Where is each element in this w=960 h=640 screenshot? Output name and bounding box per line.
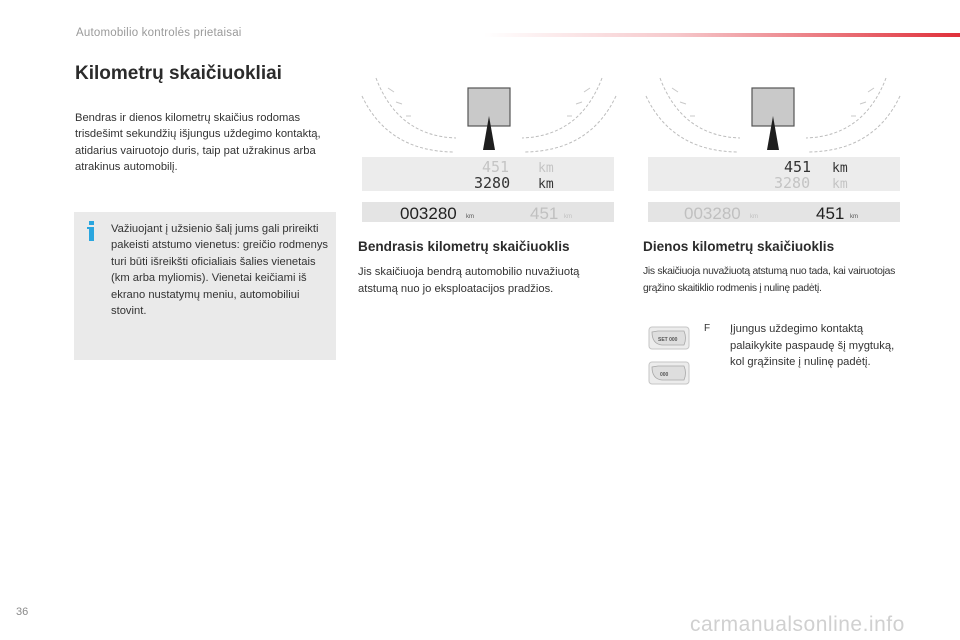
header-rule xyxy=(484,33,960,37)
trip-unit: km xyxy=(832,161,848,176)
odometer-strip-total xyxy=(362,202,614,222)
header-title: Automobilio kontrolės prietaisai xyxy=(76,27,242,39)
total-unit: km xyxy=(832,177,848,191)
info-icon xyxy=(86,221,98,241)
trip-reading: 451 xyxy=(482,158,510,176)
reset-button-image xyxy=(648,361,690,385)
total-unit: km xyxy=(538,177,554,191)
strip-total-unit: km xyxy=(750,214,758,220)
daily-odometer-text: Jis skaičiuoja nuvažiuotą atstumą nuo tada, kai vairuotojas grąžino skaitiklio rodmenis į nulinę padėtį. xyxy=(643,266,896,294)
strip-total-value: 003280 xyxy=(400,204,457,222)
set-reset-button-image xyxy=(648,326,690,350)
reset-button-label: 000 xyxy=(660,372,669,378)
info-text: Važiuojant į užsienio šalį jums gali prireikti pakeisti atstumo vienetus: greičio rodmenys turi būti išreikšti oficialiais šalies vienetais (km arba myliomis). Vienetai keičiami iš ekrano nustatymų meniu, automobiliui stovint. xyxy=(111,223,329,318)
instrument-cluster-illustration-total xyxy=(358,66,620,158)
strip-total-unit: km xyxy=(466,214,474,220)
trip-unit: km xyxy=(538,161,554,176)
total-reading: 3280 xyxy=(474,174,511,191)
total-odometer-text: Jis skaičiuoja bendrą automobilio nuvažiuotą atstumą nuo jo eksploatacijos pradžios. xyxy=(358,266,580,295)
reset-instruction: Įjungus uždegimo kontaktą palaikykite paspaudę šį mygtuką, kol grąžinsite į nulinę padėtį. xyxy=(730,323,895,369)
trip-reading: 451 xyxy=(784,158,812,176)
odometer-display-daily xyxy=(648,157,900,191)
page-number: 36 xyxy=(16,606,29,618)
watermark: carmanualsonline.info xyxy=(690,613,905,636)
strip-trip-value: 451 xyxy=(816,204,845,222)
intro-paragraph: Bendras ir dienos kilometrų skaičius rodomas trisdešimt sekundžių išjungus uždegimo kontaktą, atidarius vairuotojo duris, taip pat užrakinus arba atrakinus automobilį. xyxy=(75,112,321,174)
strip-trip-value: 451 xyxy=(530,204,559,222)
instrument-cluster-illustration-daily xyxy=(642,66,904,158)
section-title: Kilometrų skaičiuokliai xyxy=(75,63,282,84)
set-button-label: SET 000 xyxy=(658,337,678,343)
strip-trip-unit: km xyxy=(564,214,572,220)
daily-odometer-title: Dienos kilometrų skaičiuoklis xyxy=(643,239,835,254)
instruction-bullet: F xyxy=(704,323,711,334)
total-reading: 3280 xyxy=(774,174,811,191)
odometer-display-total xyxy=(362,157,614,191)
total-odometer-title: Bendrasis kilometrų skaičiuoklis xyxy=(358,239,570,254)
odometer-strip-daily xyxy=(648,202,900,222)
strip-trip-unit: km xyxy=(850,214,858,220)
strip-total-value: 003280 xyxy=(684,204,741,222)
